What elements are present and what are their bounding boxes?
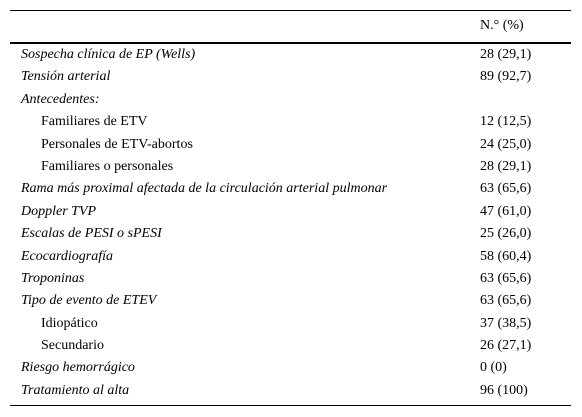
table-row [10, 134, 571, 156]
row-label: Sospecha clínica de EP (Wells) [21, 47, 196, 62]
table-row [10, 313, 571, 335]
row-value: 47 (61,0) [480, 203, 532, 219]
row-value: 63 (65,6) [480, 181, 532, 197]
row-label: Ecocardiografía [21, 248, 114, 264]
row-value: 63 (65,6) [480, 270, 532, 286]
row-label: Doppler TVP [21, 203, 97, 219]
row-label: Secundario [41, 338, 104, 354]
row-label: Troponinas [21, 270, 85, 286]
row-value: 96 (100) [480, 382, 528, 398]
table-row [10, 89, 571, 111]
header-value-cell: N.° (%) [480, 18, 524, 33]
row-label: Personales de ETV-abortos [41, 136, 193, 152]
table-row [10, 111, 571, 133]
table-row [10, 156, 571, 178]
row-label: Riesgo hemorrágico [21, 360, 135, 376]
table-row [10, 178, 571, 200]
row-value: 26 (27,1) [480, 338, 532, 354]
row-value: 28 (29,1) [480, 47, 532, 62]
row-value: 28 (29,1) [480, 158, 532, 174]
row-label: Antecedentes: [21, 91, 100, 107]
row-value: 24 (25,0) [480, 136, 532, 152]
table-body [10, 44, 571, 402]
row-value: 12 (12,5) [480, 114, 532, 130]
row-label: Rama más proximal afectada de la circulación arterial pulmonar [21, 181, 388, 197]
row-label: Familiares de ETV [41, 114, 148, 130]
table-row [10, 246, 571, 268]
row-value: 0 (0) [480, 360, 507, 376]
table-row [10, 44, 571, 66]
table-top-rule [10, 10, 571, 11]
table-bottom-rule [10, 405, 571, 406]
row-label: Tratamiento al alta [21, 382, 130, 398]
row-label: Tipo de evento de ETEV [21, 293, 157, 309]
table-row [10, 290, 571, 312]
table-row [10, 66, 571, 88]
row-value: 63 (65,6) [480, 293, 532, 309]
table-row [10, 357, 571, 379]
row-value: 37 (38,5) [480, 315, 532, 331]
row-value: 89 (92,7) [480, 69, 532, 85]
row-label: Escalas de PESI o sPESI [21, 226, 162, 242]
row-label: Tensión arterial [21, 69, 111, 85]
row-label: Idiopático [41, 315, 98, 331]
table-row [10, 335, 571, 357]
table-row [10, 380, 571, 402]
table-row [10, 223, 571, 245]
row-value: 25 (26,0) [480, 226, 532, 242]
table-row [10, 268, 571, 290]
row-label: Familiares o personales [41, 158, 174, 174]
table-row [10, 201, 571, 223]
row-value: 58 (60,4) [480, 248, 532, 264]
